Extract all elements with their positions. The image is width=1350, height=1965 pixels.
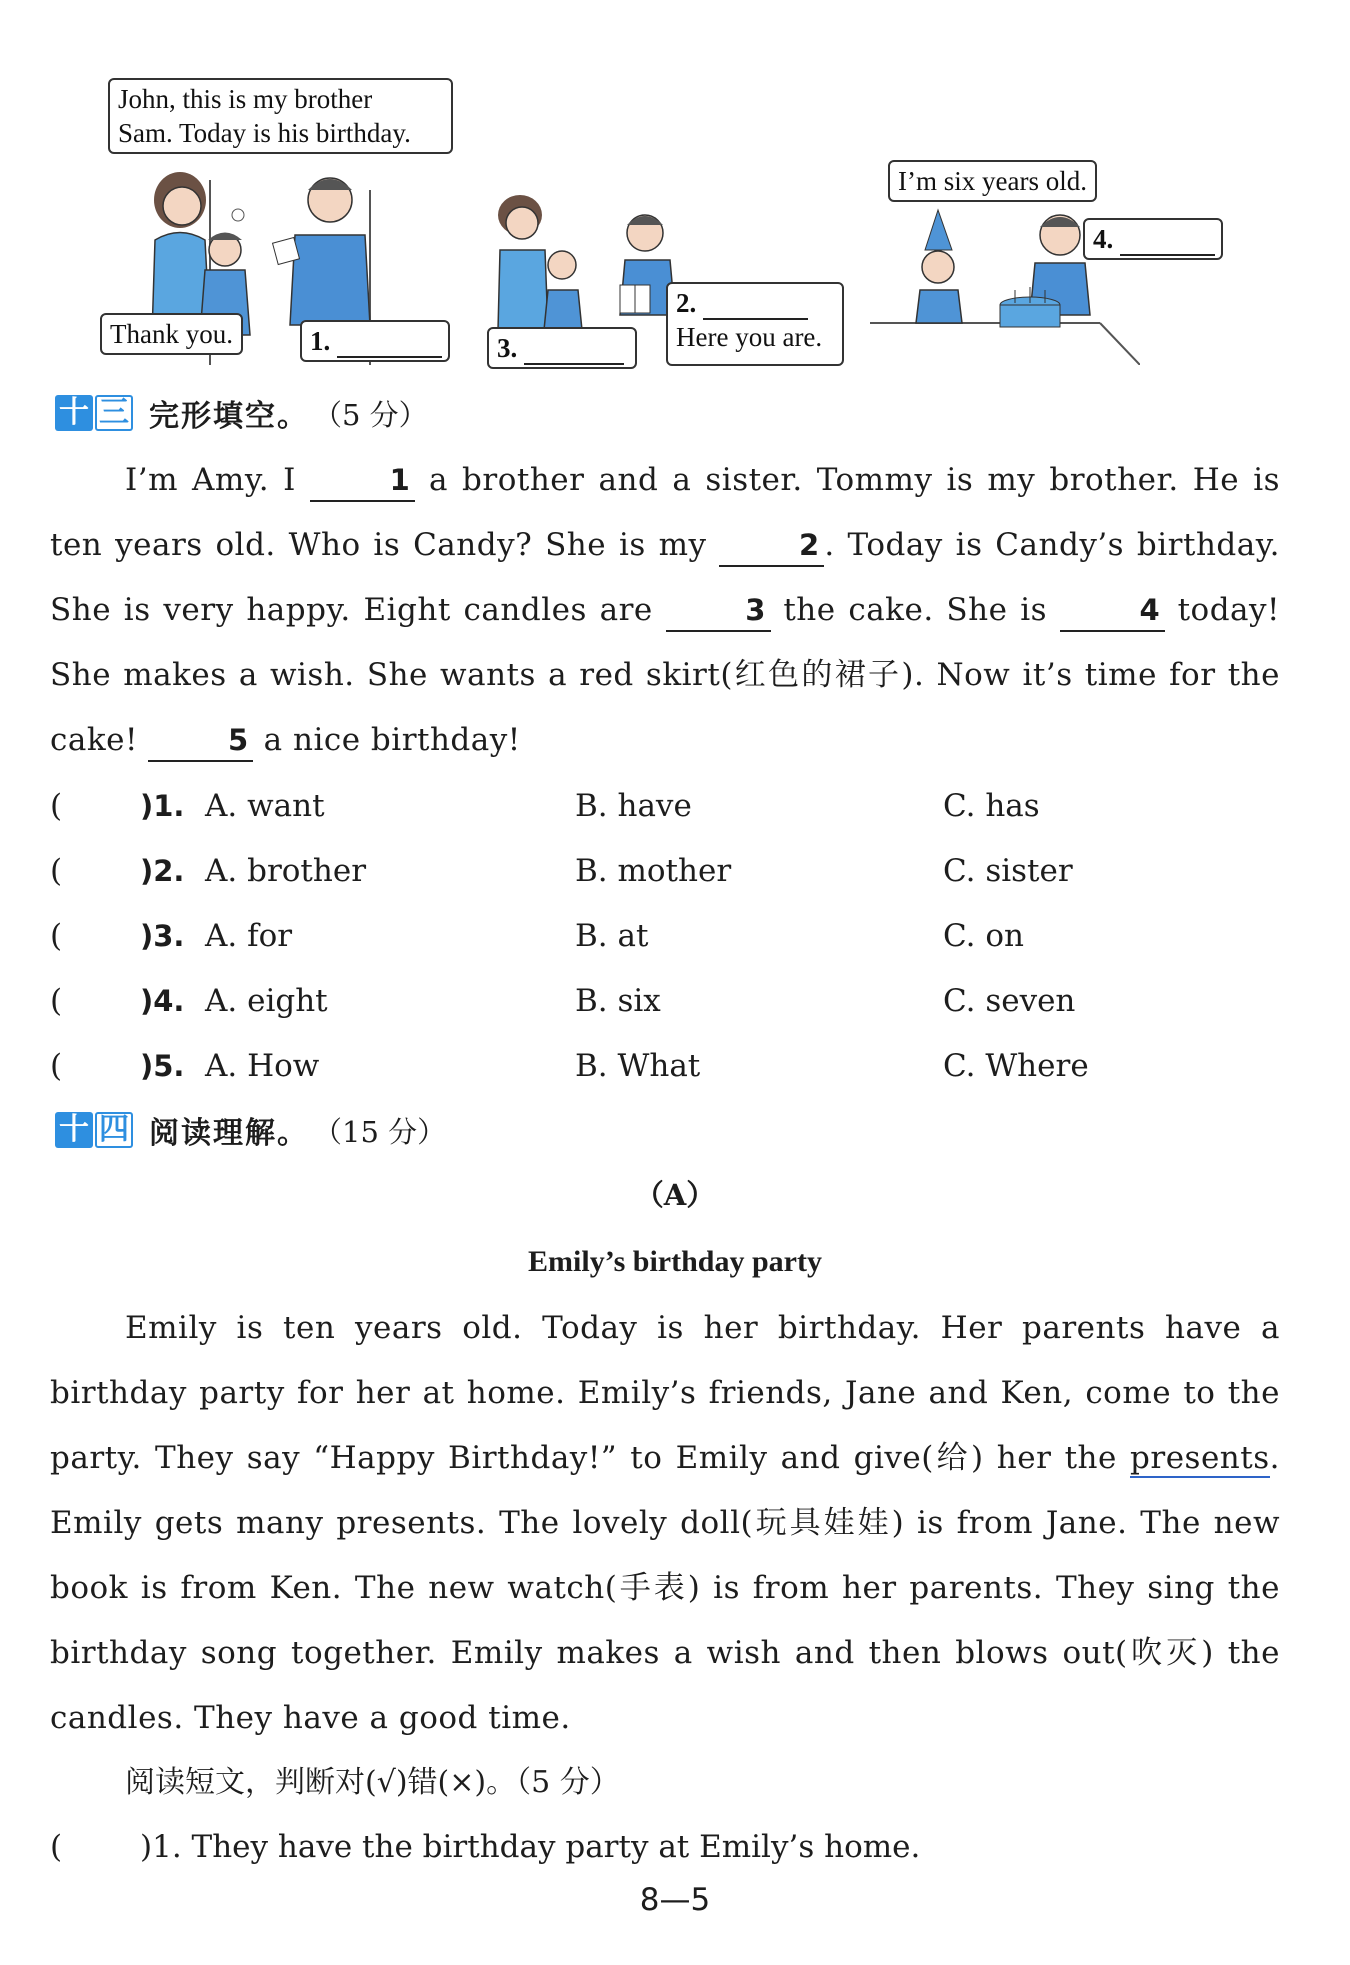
cloze-blank-3[interactable]: 3 (666, 590, 771, 632)
passage-text: I’m Amy. I (125, 462, 296, 498)
option-c: C. Where (943, 1048, 1089, 1084)
option-c: C. sister (943, 853, 1073, 889)
section-14-score: （15 分） (313, 1114, 447, 1149)
question-text: )1. They have the birthday party at Emily’s home. (140, 1829, 921, 1865)
bubble-line: John, this is my brother (118, 84, 373, 114)
question-row (50, 839, 1300, 904)
section-13-score: （5 分） (313, 397, 428, 432)
blank-number-2: 2. (676, 288, 697, 318)
passage-text: a brother and a sister. Tommy is my brother. He is ten years old. Who is Candy? She is my (50, 462, 1281, 563)
answer-box-3 (487, 327, 637, 369)
page-number: 8—5 (639, 1882, 711, 1918)
bubble-line: Sam. Today is his birthday. (118, 118, 411, 148)
true-false-question (50, 1815, 1300, 1880)
badge-char: 四 (95, 1112, 133, 1148)
section-14-title: 阅读理解。 (149, 1116, 309, 1151)
blank-number-4: 4. (1093, 224, 1114, 254)
question-number: )4. (140, 984, 185, 1018)
answer-box-1 (300, 320, 450, 362)
question-number: )2. (140, 854, 185, 888)
answer-box-4 (1083, 218, 1223, 260)
option-b: B. six (575, 983, 661, 1019)
question-row (50, 904, 1300, 969)
answer-paren[interactable]: ( (50, 918, 63, 954)
section-14-header (55, 1110, 446, 1150)
bubble-line: Here you are. (676, 322, 823, 352)
option-c: C. seven (943, 983, 1076, 1019)
section-14-badge (55, 1112, 135, 1148)
blank-number-1: 1. (310, 326, 331, 356)
underlined-word: presents (1130, 1440, 1270, 1476)
option-c: C. has (943, 788, 1040, 824)
speech-bubble-here (666, 282, 844, 366)
answer-blank-1[interactable] (337, 334, 442, 358)
cloze-blank-1[interactable]: 1 (310, 460, 415, 502)
question-row (50, 969, 1300, 1034)
option-a: A. want (205, 788, 325, 824)
passage-text: today! She makes a wish. She wants a red skirt(红色的裙子). Now it’s time for the cake! (50, 592, 1281, 758)
cloze-blank-4[interactable]: 4 (1060, 590, 1165, 632)
answer-paren[interactable]: ( (50, 983, 63, 1019)
question-number: )5. (140, 1049, 185, 1083)
blank-number-3: 3. (497, 333, 518, 363)
question-row (50, 774, 1300, 839)
question-row (50, 1034, 1300, 1099)
passage-text: a nice birthday! (263, 722, 521, 758)
badge-char: 十 (55, 395, 93, 431)
answer-blank-2[interactable] (703, 296, 808, 320)
speech-bubble-six: I’m six years old. (888, 160, 1097, 202)
passage-text: the cake. She is (783, 592, 1048, 628)
option-a: A. eight (205, 983, 328, 1019)
reading-instruction: 阅读短文，判断对(√)错(×)。（5 分） (125, 1765, 620, 1800)
speech-bubble-intro (108, 78, 453, 154)
question-number: )1. (140, 789, 185, 823)
passage-text: . Today is Candy’s birthday. She is very happy. Eight candles are (50, 527, 1281, 628)
option-b: B. What (575, 1048, 701, 1084)
passage-text: . Emily gets many presents. The lovely doll(玩具娃娃) is from Jane. The new book is from Ken. The new watch(手表) is from her parents. They sing the birthday song together. Emily makes a wish and then blows out(吹灭) the candles. They have a good time. (50, 1440, 1280, 1736)
option-c: C. on (943, 918, 1024, 954)
badge-char: 三 (95, 395, 133, 431)
option-a: A. How (205, 1048, 320, 1084)
answer-paren[interactable]: ( (50, 853, 63, 889)
passage-text: Emily is ten years old. Today is her birthday. Her parents have a birthday party for her at home. Emily’s friends, Jane and Ken, come to the party. They say “Happy Birthday!” to Emily and give(给) her the (50, 1310, 1280, 1476)
option-a: A. brother (205, 853, 367, 889)
option-b: B. mother (575, 853, 732, 889)
badge-char: 十 (55, 1112, 93, 1148)
cloze-blank-2[interactable]: 2 (719, 525, 824, 567)
option-b: B. at (575, 918, 649, 954)
option-b: B. have (575, 788, 692, 824)
reading-passage (50, 1296, 1280, 1751)
answer-paren[interactable]: ( (50, 1829, 63, 1865)
option-a: A. for (205, 918, 293, 954)
cloze-passage (50, 448, 1280, 773)
answer-blank-4[interactable] (1120, 232, 1215, 256)
section-13-title: 完形填空。 (149, 399, 309, 434)
section-13-badge (55, 395, 135, 431)
question-number: )3. (140, 919, 185, 953)
answer-paren[interactable]: ( (50, 788, 63, 824)
section-13-header (55, 393, 428, 433)
speech-bubble-thanks: Thank you. (100, 313, 243, 355)
reading-passage-title: Emily’s birthday party (528, 1245, 822, 1278)
answer-paren[interactable]: ( (50, 1048, 63, 1084)
cloze-blank-5[interactable]: 5 (148, 720, 253, 762)
reading-part-label: （A） (634, 1178, 716, 1212)
answer-blank-3[interactable] (524, 341, 624, 365)
